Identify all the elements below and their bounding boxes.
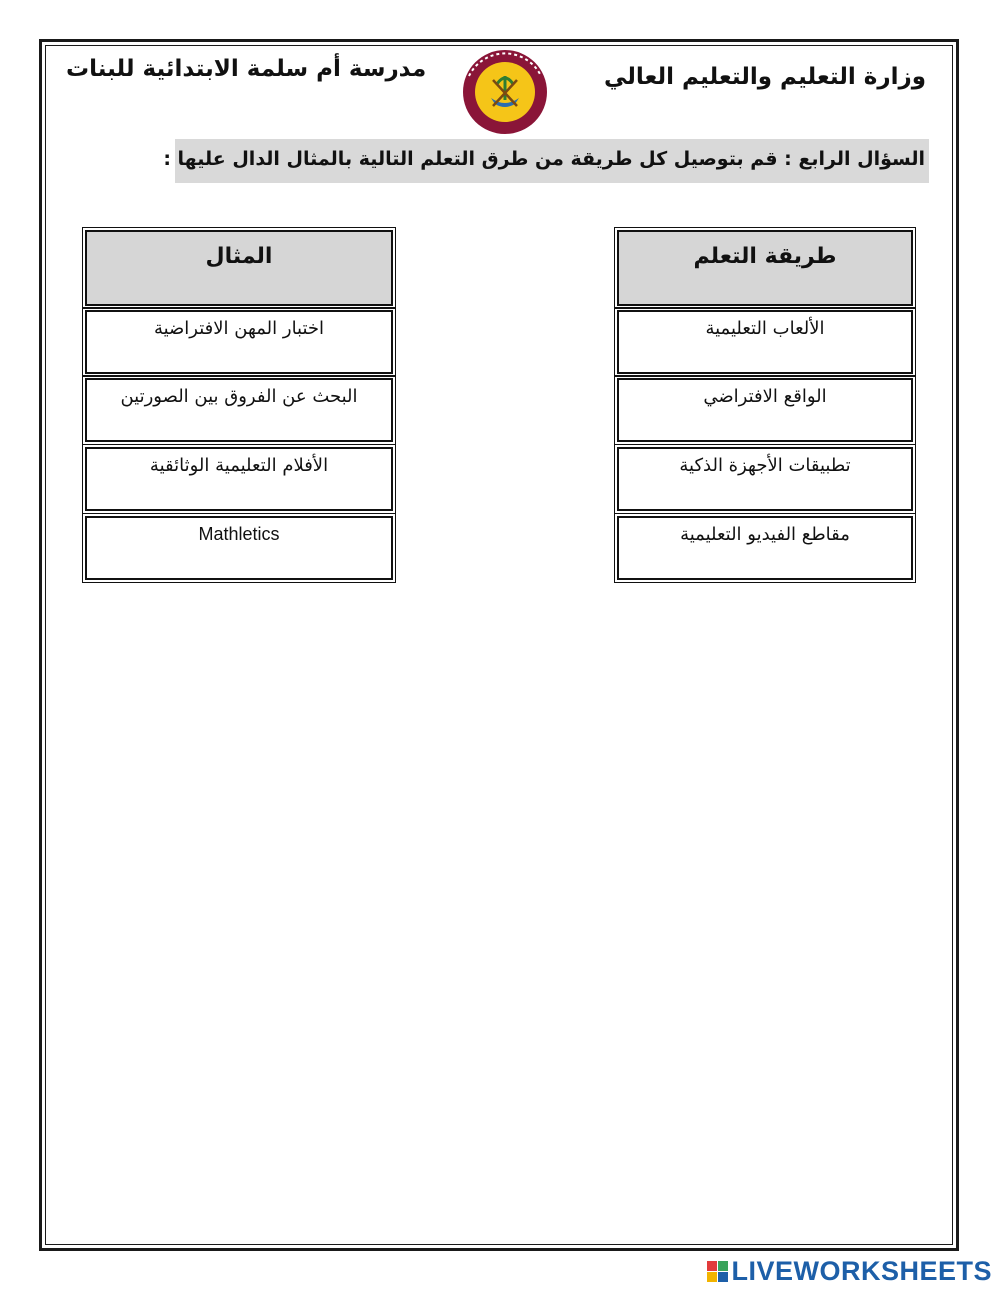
method-cell[interactable]: الألعاب التعليمية bbox=[617, 310, 913, 374]
method-cell[interactable]: الواقع الافتراضي bbox=[617, 378, 913, 442]
example-cell[interactable]: البحث عن الفروق بين الصورتين bbox=[85, 378, 393, 442]
example-cell[interactable]: Mathletics bbox=[85, 516, 393, 580]
school-title: مدرسة أم سلمة الابتدائية للبنات bbox=[66, 56, 427, 82]
page-border-inner bbox=[45, 45, 953, 1245]
methods-header: طريقة التعلم bbox=[617, 230, 913, 306]
examples-header: المثال bbox=[85, 230, 393, 306]
method-cell[interactable]: تطبيقات الأجهزة الذكية bbox=[617, 447, 913, 511]
liveworksheets-logo[interactable] bbox=[707, 1256, 992, 1286]
ministry-title: وزارة التعليم والتعليم العالي bbox=[603, 64, 926, 90]
qatar-emblem-logo bbox=[457, 46, 553, 136]
method-cell[interactable]: مقاطع الفيديو التعليمية bbox=[617, 516, 913, 580]
liveworksheets-mark-icon bbox=[707, 1261, 728, 1282]
liveworksheets-brand: LIVEWORKSHEETS bbox=[731, 1255, 992, 1286]
example-cell[interactable]: اختبار المهن الافتراضية bbox=[85, 310, 393, 374]
question-text: السؤال الرابع : قم بتوصيل كل طريقة من طرق التعلم التالية بالمثال الدال عليها : bbox=[175, 139, 929, 183]
example-cell[interactable]: الأفلام التعليمية الوثائقية bbox=[85, 447, 393, 511]
